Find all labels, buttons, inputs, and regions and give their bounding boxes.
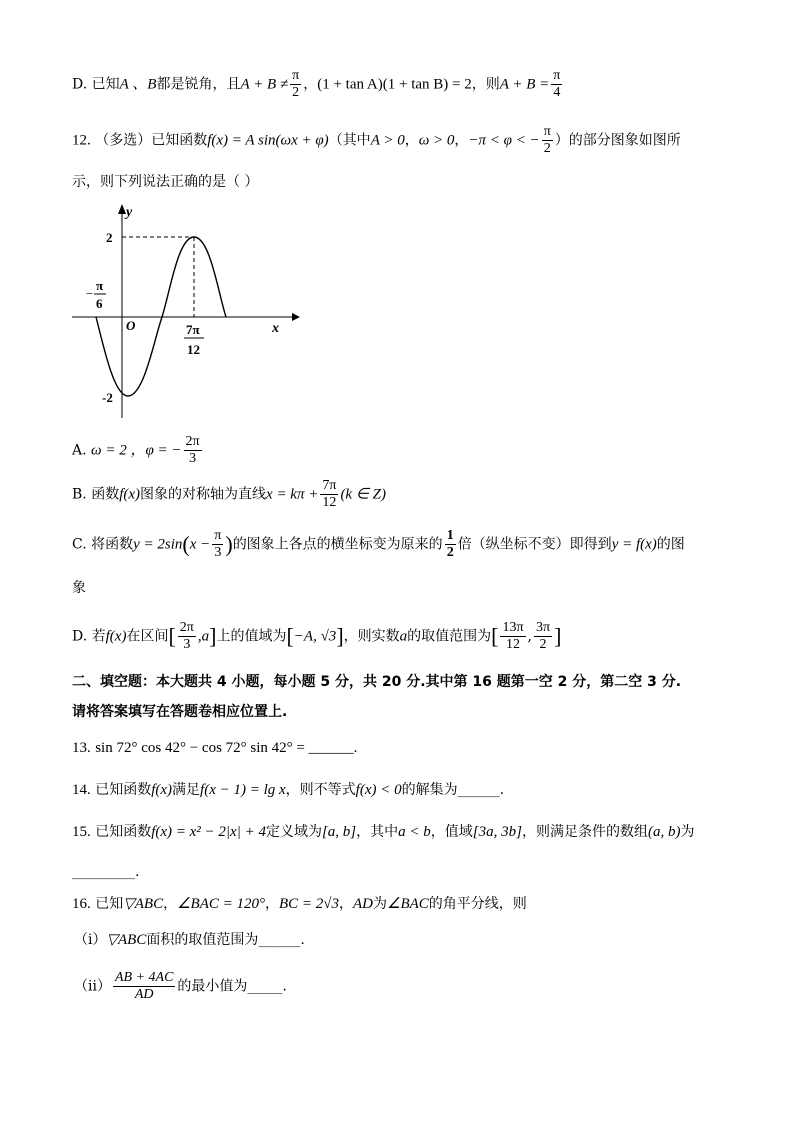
option-label: D. <box>72 628 88 645</box>
fraction <box>290 68 301 101</box>
numerator: π <box>553 68 561 83</box>
text: ，则满足条件的数组 <box>521 824 648 840</box>
denominator: 3 <box>214 545 222 560</box>
math-text: ∠BAC <box>387 896 429 912</box>
right-bracket: ] <box>554 623 562 649</box>
y-label: y <box>126 205 133 220</box>
numerator: 7π <box>322 478 337 493</box>
option-a <box>72 434 204 467</box>
numerator: π <box>543 124 551 139</box>
text: ， <box>339 896 354 912</box>
text: 的取值范围为 <box>407 628 492 645</box>
section-2-header-line2: 请将答案填写在答题卷相应位置上. <box>72 704 288 720</box>
question-13 <box>72 738 357 758</box>
y-min-label: -2 <box>102 390 113 405</box>
text: 的解集为______. <box>401 782 505 798</box>
question-12 <box>72 124 681 157</box>
math-text: a <box>399 628 408 645</box>
text: ，其中 <box>356 824 399 840</box>
text: ， <box>264 896 279 912</box>
option-label: B. <box>72 486 87 503</box>
option-b <box>72 478 386 511</box>
text: 函数 <box>91 486 120 503</box>
math-text: sin 72° cos 42° − cos 72° sin 42° = ______. <box>95 740 358 756</box>
x-label: x <box>272 321 279 336</box>
text: 面积的取值范围为______. <box>146 932 305 948</box>
math-text: (k ∈ Z) <box>340 486 386 503</box>
section-2-header-line1: 二、填空题：本大题共 4 小题，每小题 5 分，共 20 分.其中第 16 题第一空 2 分，第二空 3 分. <box>72 674 682 690</box>
denominator: 4 <box>553 85 561 100</box>
text: ， <box>404 132 419 149</box>
denominator: 2 <box>543 141 551 156</box>
fraction <box>551 68 562 101</box>
math-text: ,a <box>197 628 210 645</box>
text: 上的值域为 <box>216 628 287 645</box>
x-neg-num: π <box>96 278 104 293</box>
math-text: f(x) <box>151 782 173 798</box>
numerator: π <box>292 68 300 83</box>
question-16 <box>72 894 527 914</box>
question-15 <box>72 822 694 842</box>
function-graph <box>66 200 306 420</box>
prev-option-d <box>72 68 564 101</box>
text: 已知函数 <box>95 782 152 798</box>
question-14 <box>72 780 504 800</box>
question-number: 15. <box>72 824 91 840</box>
math-text: f(x) <box>105 628 127 645</box>
math-text: x = kπ + <box>266 486 319 503</box>
text: ，则不等式 <box>285 782 356 798</box>
left-bracket: [ <box>168 623 176 649</box>
option-label: C. <box>72 536 87 553</box>
part-label: （ii） <box>74 978 111 995</box>
text: ， <box>163 896 178 912</box>
text: 将函数 <box>91 536 134 553</box>
fraction <box>178 620 196 653</box>
text: （其中 <box>328 132 371 149</box>
question-number: 14. <box>72 782 91 798</box>
text: ， <box>303 76 318 93</box>
y-axis-arrow <box>118 204 126 214</box>
math-text: f(x) = x² − 2|x| + 4 <box>151 824 266 840</box>
text: 倍（纵坐标不变）即得到 <box>457 536 612 553</box>
text: （多选）已知函数 <box>95 132 208 149</box>
origin-label: O <box>126 318 136 333</box>
numerator: 13π <box>502 620 524 635</box>
option-d: D. 若f(x)在区间[ $\frac{2\pi}{3}$ ,a]上的值域为[−A, √3]，则实数a的取值范围为[ $\frac{13\pi}{12}$ , $\frac{3\pi}{2}$ ] <box>72 620 562 652</box>
right-bracket: ] <box>336 623 344 649</box>
math-text: [3a, 3b] <box>472 824 522 840</box>
question-number: 13. <box>72 740 91 756</box>
left-paren: ( <box>182 531 190 557</box>
numerator: 2π <box>185 434 200 449</box>
math-text: [a, b] <box>321 824 357 840</box>
text: 若 <box>91 628 106 645</box>
option-c <box>72 528 685 561</box>
fraction <box>212 528 223 561</box>
text: 已知 <box>95 896 124 912</box>
denominator: 2 <box>539 637 547 652</box>
question-16-part-ii <box>74 970 287 1003</box>
x-peak-num: 7π <box>186 322 200 337</box>
math-text: BC = 2√3 <box>278 896 340 912</box>
text: ，则 <box>471 76 500 93</box>
question-number: 16. <box>72 896 91 912</box>
math-text: ▽ABC <box>123 896 164 912</box>
text: 在区间 <box>126 628 169 645</box>
question-16-part-i <box>74 930 305 950</box>
fraction <box>184 434 202 467</box>
numerator: AB + 4AC <box>114 970 174 985</box>
y-max-label: 2 <box>106 230 113 245</box>
x-axis-arrow <box>292 313 300 321</box>
denominator: 3 <box>183 637 191 652</box>
option-label: A. <box>72 442 87 459</box>
math-text: (a, b) <box>647 824 681 840</box>
text: ，则实数 <box>343 628 400 645</box>
numerator: 2π <box>179 620 194 635</box>
text: 为 <box>373 896 388 912</box>
math-text: x − <box>189 536 211 553</box>
math-text: AD <box>353 896 374 912</box>
math-text: A + B = <box>499 76 550 93</box>
text: ， <box>454 132 469 149</box>
question-15-line2: _________. <box>72 864 140 880</box>
text: 已知函数 <box>95 824 152 840</box>
math-text: (1 + tan A)(1 + tan B) = 2 <box>317 76 472 93</box>
text: ，值域 <box>430 824 473 840</box>
numerator: 3π <box>536 620 551 635</box>
x-neg-den: 6 <box>96 296 103 311</box>
math-text: ω = 2 ，φ = − <box>91 442 182 459</box>
text: 的角平分线，则 <box>428 896 527 912</box>
math-text: A 、B <box>119 76 157 93</box>
denominator: 2 <box>292 85 300 100</box>
math-text: f(x) <box>119 486 141 503</box>
math-text: f(x − 1) = lg x <box>200 782 286 798</box>
right-bracket: ] <box>209 623 217 649</box>
left-bracket: [ <box>286 623 294 649</box>
left-bracket: [ <box>491 623 499 649</box>
math-text: A + B ≠ <box>240 76 289 93</box>
math-text: −π < φ < − <box>468 132 540 149</box>
math-text: y = 2sin <box>133 536 183 553</box>
math-text: ω > 0 <box>418 132 455 149</box>
option-label: D. 已知 <box>72 76 120 93</box>
denominator: 12 <box>506 637 520 652</box>
text: 满足 <box>172 782 201 798</box>
math-text: ∠BAC = 120° <box>177 896 265 912</box>
text: ）的部分图象如图所 <box>554 132 681 149</box>
fraction <box>500 620 525 653</box>
fraction <box>113 970 175 1003</box>
text: 都是锐角，且 <box>156 76 241 93</box>
x-peak-den: 12 <box>187 342 200 357</box>
part-label: （i） <box>74 932 107 948</box>
math-text: a < b <box>398 824 431 840</box>
text: 的图象上各点的横坐标变为原来的 <box>232 536 443 553</box>
math-text: f(x) = A sin(ωx + φ) <box>207 132 329 149</box>
numerator: π <box>214 528 222 543</box>
fraction <box>534 620 552 653</box>
x-neg-sign: − <box>86 286 94 301</box>
right-paren: ) <box>225 531 233 557</box>
text: 的图 <box>656 536 685 553</box>
math-text: ▽ABC <box>106 932 147 948</box>
question-12-line2: 示，则下列说法正确的是（ ） <box>72 174 259 190</box>
denominator: 12 <box>322 495 337 510</box>
denominator: 3 <box>189 451 197 466</box>
denominator: 2 <box>446 545 454 560</box>
numerator: 1 <box>446 528 454 543</box>
text: 定义域为 <box>265 824 322 840</box>
question-number: 12. <box>72 132 91 149</box>
math-text: A > 0 <box>370 132 405 149</box>
text: 为 <box>680 824 695 840</box>
denominator: AD <box>134 987 154 1002</box>
option-c-line2: 象 <box>72 580 86 596</box>
text: 图象的对称轴为直线 <box>140 486 267 503</box>
fraction <box>320 478 338 511</box>
fraction <box>542 124 553 157</box>
math-text: y = f(x) <box>611 536 657 553</box>
math-text: −A, √3 <box>293 628 337 645</box>
text: 的最小值为_____. <box>177 978 287 995</box>
math-text: f(x) < 0 <box>355 782 402 798</box>
fraction <box>445 528 456 561</box>
